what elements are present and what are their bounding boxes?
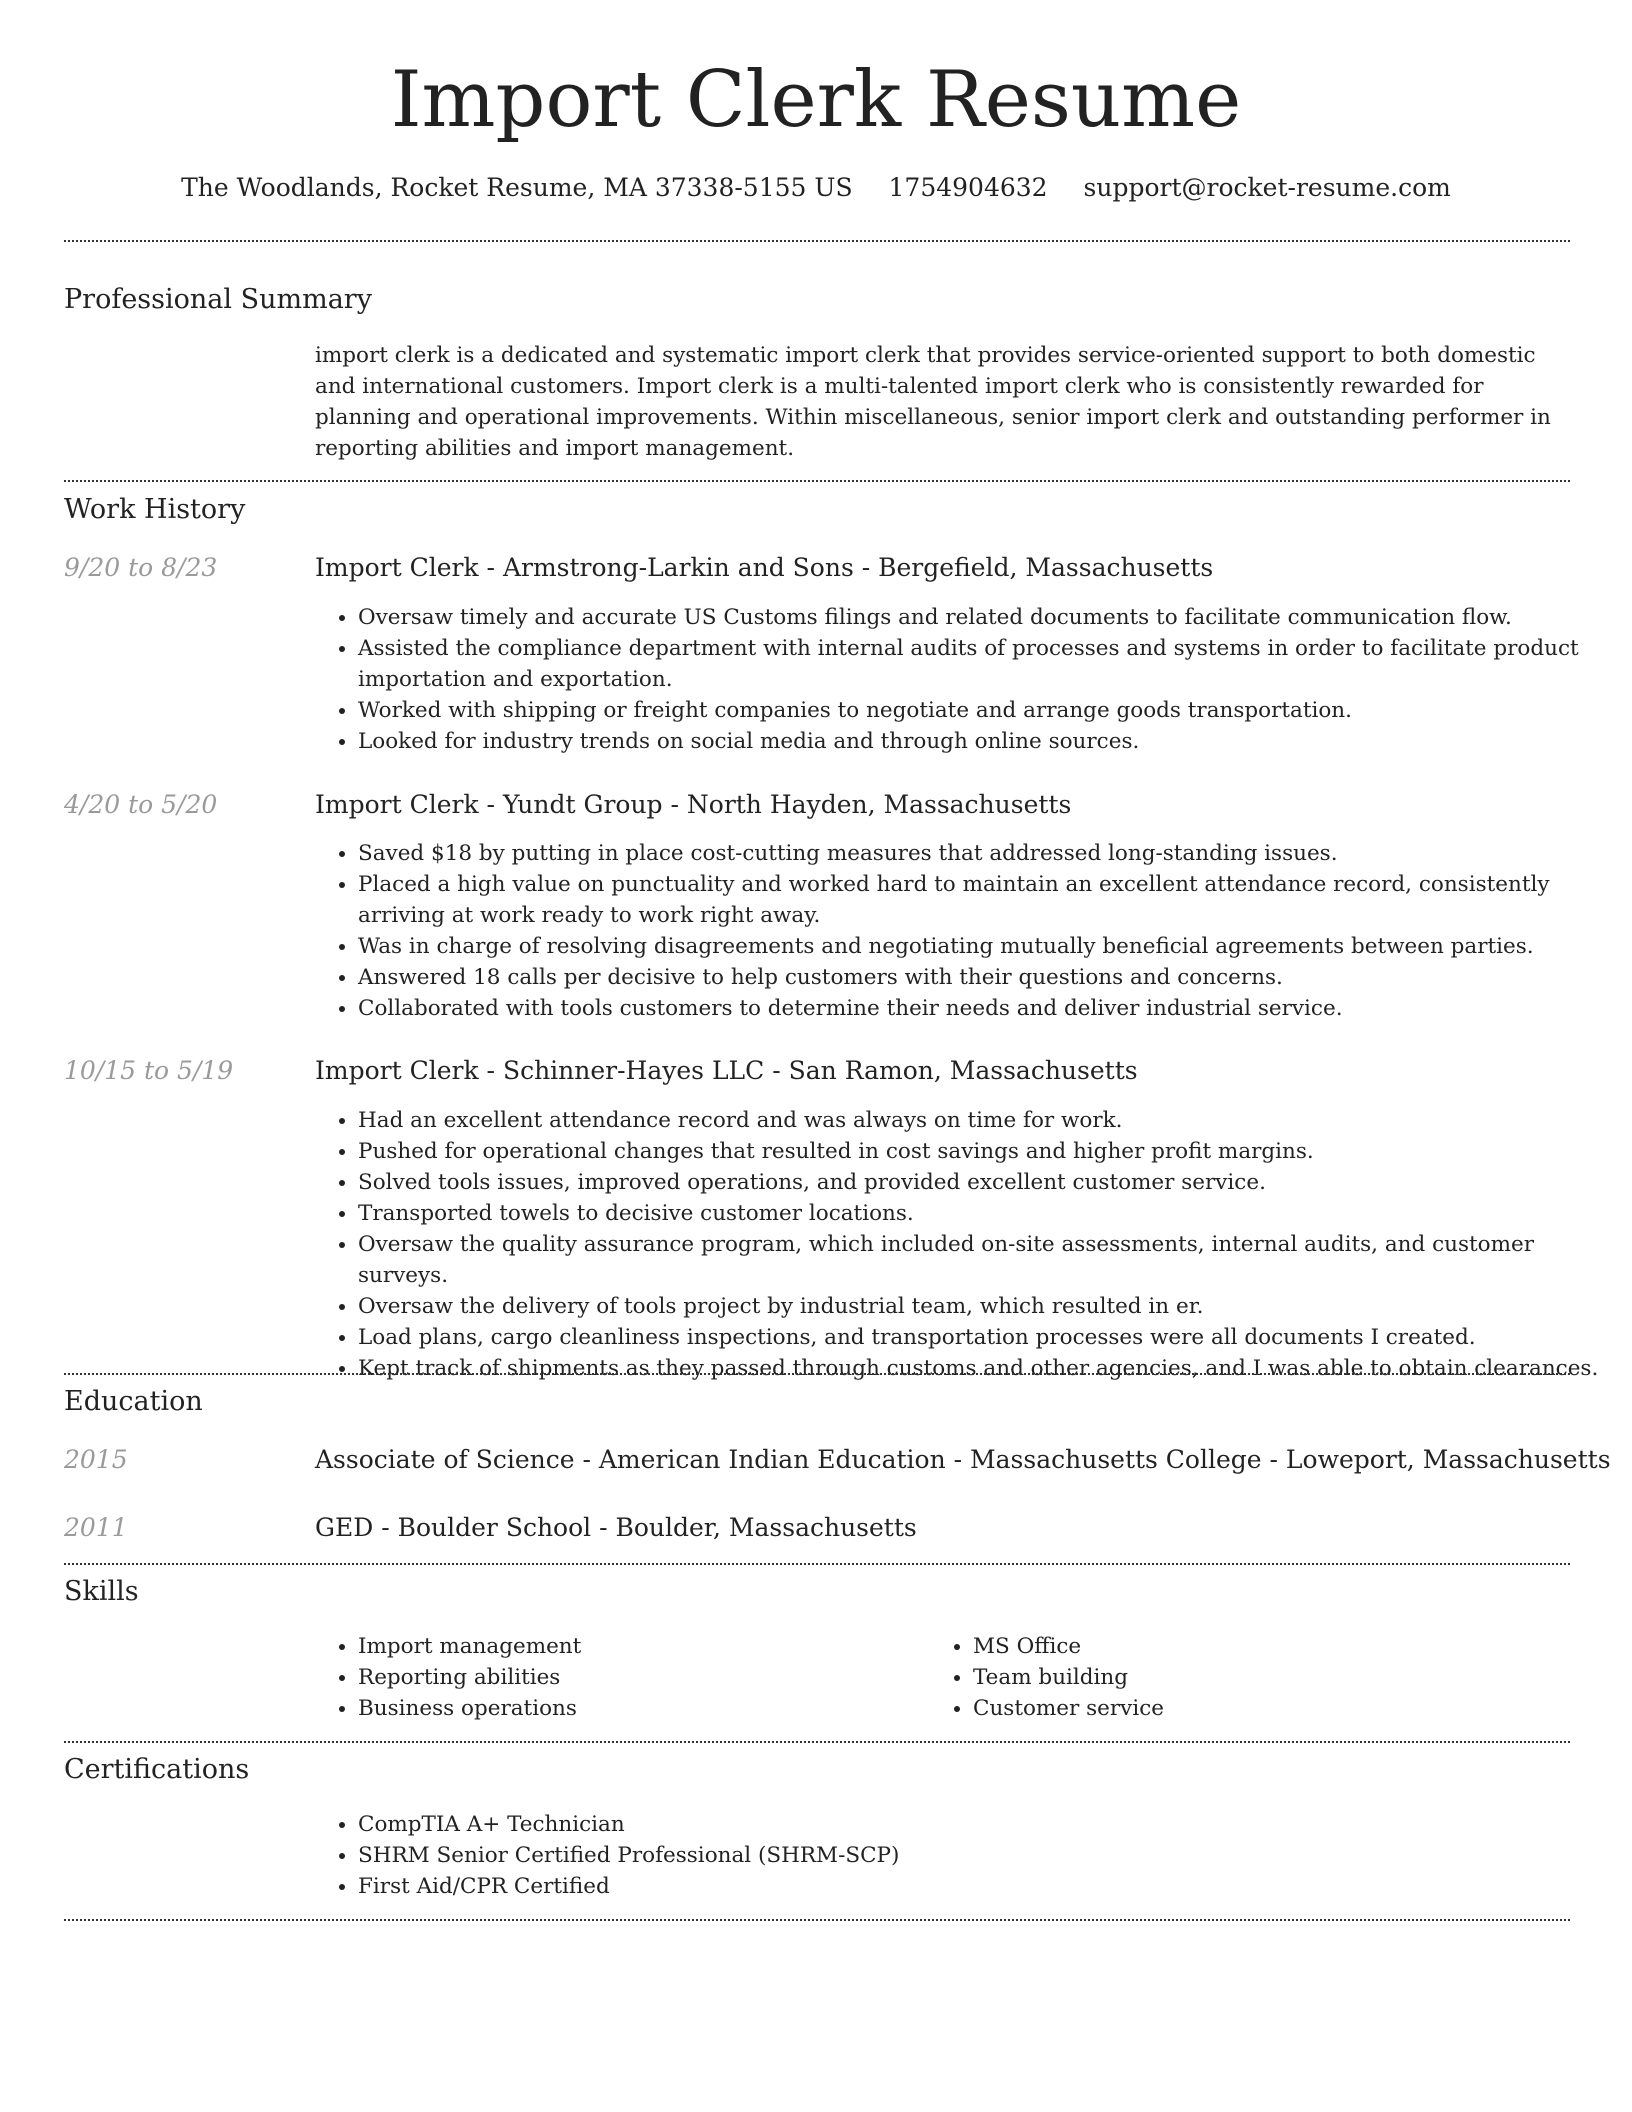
phone: 1754904632 (888, 173, 1048, 202)
list-item: • Placed a high value on punctuality and worked hard to maintain an excellent attendance record, consistently arriving at work ready to work right away. (358, 869, 1598, 931)
list-item: • Answered 18 calls per decisive to help customers with their questions and concerns. (358, 962, 1598, 993)
certification-item: • SHRM Senior Certified Professional (SHRM-SCP) (358, 1840, 1258, 1871)
skill-item: • Reporting abilities (358, 1662, 918, 1693)
skill-item: • Customer service (973, 1693, 1533, 1724)
skill-item: • MS Office (973, 1631, 1533, 1662)
list-item: • Load plans, cargo cleanliness inspections, and transportation processes were all documents I created. (358, 1322, 1608, 1353)
education-entry (315, 1443, 1611, 1477)
job-bullets (314, 838, 1598, 1024)
education-degree: Associate of Science - American Indian Education (315, 1445, 946, 1474)
job-bullets (314, 1105, 1608, 1384)
list-item: • Was in charge of resolving disagreements and negotiating mutually beneficial agreements between parties. (358, 931, 1598, 962)
job-dates: 4/20 to 5/20 (64, 790, 218, 819)
email: support@rocket-resume.com (1083, 173, 1451, 202)
list-item: • Pushed for operational changes that resulted in cost savings and higher profit margins. (358, 1136, 1608, 1167)
skill-item: • Team building (973, 1662, 1533, 1693)
education-school: - Massachusetts College - Loweport, Massachusetts (945, 1445, 1611, 1474)
skill-item: • Business operations (358, 1693, 918, 1724)
summary-text: import clerk is a dedicated and systematic import clerk that provides service-oriented support to both domestic and international customers. Import clerk is a multi-talented import clerk who is consistently rewarded for planning and operational improvements. Within miscellaneous, senior import clerk and outstanding performer in reporting abilities and import management. (315, 343, 1551, 461)
divider (64, 1919, 1570, 1921)
certification-item: • First Aid/CPR Certified (358, 1871, 1258, 1902)
page-title: Import Clerk Resume (390, 55, 1242, 145)
education-entry (315, 1511, 917, 1545)
list-item: • Oversaw the delivery of tools project by industrial team, which resulted in er. (358, 1291, 1608, 1322)
list-item: • Collaborated with tools customers to determine their needs and deliver industrial service. (358, 993, 1598, 1024)
divider (64, 480, 1570, 482)
list-item: • Looked for industry trends on social media and through online sources. (358, 726, 1598, 757)
contact-line (0, 170, 1632, 206)
certifications-list (314, 1809, 1258, 1902)
skills-heading: Skills (64, 1576, 139, 1607)
job-dates: 9/20 to 8/23 (64, 553, 218, 582)
divider (64, 1563, 1570, 1565)
job-title: Import Clerk - Schinner-Hayes LLC - San Ramon, Massachusetts (315, 1056, 1138, 1085)
divider (64, 240, 1570, 242)
summary-heading: Professional Summary (64, 284, 372, 315)
list-item: • Oversaw timely and accurate US Customs filings and related documents to facilitate communication flow. (358, 602, 1598, 633)
list-item: • Oversaw the quality assurance program, which included on-site assessments, internal audits, and customer surveys. (358, 1229, 1608, 1291)
skills-list-left (314, 1631, 918, 1724)
job-title: Import Clerk - Armstrong-Larkin and Sons - Bergefield, Massachusetts (315, 553, 1214, 582)
list-item: • Kept track of shipments as they passed through customs and other agencies, and I was able to obtain clearances. (358, 1353, 1608, 1384)
skill-item: • Import management (358, 1631, 918, 1662)
list-item: • Solved tools issues, improved operations, and provided excellent customer service. (358, 1167, 1608, 1198)
work-history-heading: Work History (64, 494, 246, 525)
education-degree: GED (315, 1513, 374, 1542)
job-title: Import Clerk - Yundt Group - North Hayden, Massachusetts (315, 790, 1072, 819)
list-item: • Transported towels to decisive customer locations. (358, 1198, 1608, 1229)
education-heading: Education (64, 1386, 203, 1417)
list-item: • Assisted the compliance department with internal audits of processes and systems in order to facilitate product importation and exportation. (358, 633, 1598, 695)
job-bullets (314, 602, 1598, 757)
list-item: • Had an excellent attendance record and was always on time for work. (358, 1105, 1608, 1136)
skills-list-right (929, 1631, 1533, 1724)
education-year: 2015 (64, 1445, 128, 1474)
divider (64, 1373, 1570, 1375)
education-year: 2011 (64, 1513, 128, 1542)
address: The Woodlands, Rocket Resume, MA 37338-5155 US (181, 173, 853, 202)
education-school: - Boulder School - Boulder, Massachusetts (373, 1513, 917, 1542)
divider (64, 1741, 1570, 1743)
job-dates: 10/15 to 5/19 (64, 1056, 234, 1085)
certification-item: • CompTIA A+ Technician (358, 1809, 1258, 1840)
certifications-heading: Certifications (64, 1754, 250, 1785)
list-item: • Worked with shipping or freight companies to negotiate and arrange goods transportation. (358, 695, 1598, 726)
list-item: • Saved $18 by putting in place cost-cutting measures that addressed long-standing issues. (358, 838, 1598, 869)
